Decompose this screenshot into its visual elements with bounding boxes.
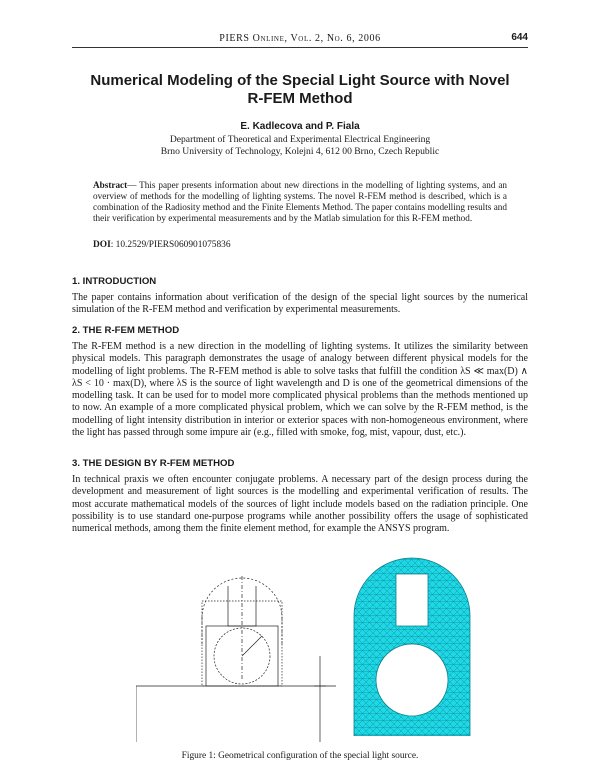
affiliation-line-1: Department of Theoretical and Experimental Electrical Engineering xyxy=(169,134,431,145)
radius-line xyxy=(242,636,262,656)
section-text-design: In technical praxis we often encounter conjugate problems. A necessary part of the design process during the development and measurement of light sources is the modelling and experimental verification of results. The most accurate mathematical models of the sources of light include models based on the radiation principle. One possibility is to use standard one-purpose programs while another possibility offers the usage of sophisticated numerical methods, among them the finite element method, for example the ANSYS program. xyxy=(72,474,528,535)
page-number: 644 xyxy=(511,32,528,43)
abstract-label: Abstract xyxy=(93,180,128,190)
authors: E. Kadlecova and P. Fiala xyxy=(240,121,360,132)
header-rule xyxy=(72,47,528,48)
section-heading-rfem-method: 2. THE R-FEM METHOD xyxy=(72,325,180,336)
title-line-2: R-FEM Method xyxy=(247,90,353,107)
figure-caption: Figure 1: Geometrical configuration of the special light source. xyxy=(181,751,419,761)
abstract xyxy=(93,180,507,224)
section-text-rfem-method: The R-FEM method is a new direction in the modelling of lighting systems. It utilizes the similarity between physical models. This paragraph demonstrates the usage of analogy between different physical models for the modelling of light problems. The R-FEM method is able to solve tasks that fulfill the condition λS ≪ max(D) ∧ λS < 10 · max(D), where λS is the source of light wavelength and D is one of the geometrical dimensions of the modelling task. It can be used for to model more complicated physical problems than the methods mentioned up to now. An example of a more complicated physical problem, which we can solve by the R-FEM method, is the modelling of light intensity distribution in interior or exterior spaces with non-homogeneous environment, where the light has passed through some impure air (e.g., filled with smoke, fog, mist, vapour, dust, etc.). xyxy=(72,341,528,439)
doi-value: : 10.2529/PIERS060901075836 xyxy=(110,240,231,250)
title-line-1: Numerical Modeling of the Special Light Source with Novel xyxy=(90,72,510,89)
affiliation xyxy=(72,134,528,158)
abstract-text: This paper presents information about new directions in the modelling of lighting systems, and an overview of methods for the modelling of lighting systems. The novel R-FEM method is described, which is a combination of the Radiosity method and the Finite Elements Method. The paper contains modelling results and their verification by experimental measurements and by the Matlab simulation for this R-FEM method. xyxy=(93,180,507,223)
figure-fem-mesh xyxy=(352,556,472,736)
abstract-separator: — xyxy=(127,180,140,190)
journal-header: PIERS Online, Vol. 2, No. 6, 2006 xyxy=(219,33,381,44)
paper-title xyxy=(72,72,528,108)
section-text-introduction: The paper contains information about verification of the design of the special light sources by the numerical simulation of the R-FEM method and verification by experimental measurements. xyxy=(72,292,528,316)
mesh-grid xyxy=(354,558,470,736)
figure-geometry-drawing xyxy=(136,556,336,742)
affiliation-line-2: Brno University of Technology, Kolejni 4, 612 00 Brno, Czech Republic xyxy=(160,146,440,157)
section-heading-introduction: 1. INTRODUCTION xyxy=(72,276,157,287)
section-heading-design: 3. THE DESIGN BY R-FEM METHOD xyxy=(72,458,235,469)
geometry-lines xyxy=(136,576,336,742)
doi xyxy=(93,240,507,250)
doi-label: DOI xyxy=(93,240,111,250)
